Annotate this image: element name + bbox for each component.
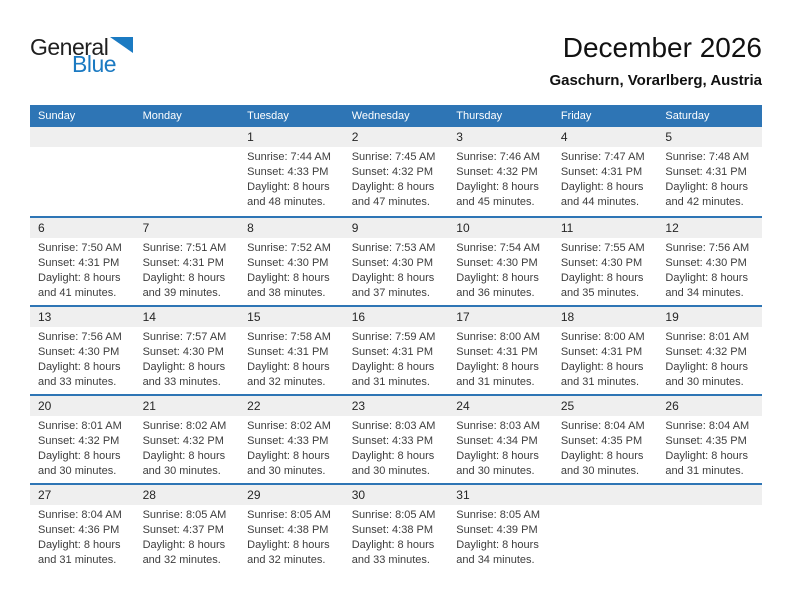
daylight-minutes-text: and 31 minutes. (351, 376, 430, 388)
daylight-hours-text: Daylight: 8 hours (456, 361, 539, 373)
logo-word-blue: Blue (72, 51, 117, 77)
page-title: December 2026 (562, 32, 762, 63)
day-details (448, 238, 553, 301)
sunrise-text: Sunrise: 7:53 AM (351, 242, 436, 254)
day-details (657, 505, 762, 508)
sunrise-text: Sunrise: 8:05 AM (456, 509, 541, 521)
sunrise-text: Sunrise: 7:46 AM (456, 151, 541, 163)
daylight-hours-text: Daylight: 8 hours (560, 450, 644, 462)
sunrise-text: Sunrise: 8:00 AM (560, 331, 645, 343)
day-number-band (239, 396, 344, 416)
daylight-hours-text: Daylight: 8 hours (351, 539, 435, 551)
day-details (553, 416, 658, 479)
sunrise-text: Sunrise: 8:02 AM (142, 420, 227, 432)
sunrise-text: Sunrise: 7:56 AM (38, 331, 122, 343)
sunset-text: Sunset: 4:31 PM (560, 346, 643, 358)
day-number: 24 (456, 399, 470, 413)
daylight-hours-text: Daylight: 8 hours (142, 361, 226, 373)
daylight-hours-text: Daylight: 8 hours (247, 539, 330, 551)
calendar-body (30, 127, 762, 572)
daylight-hours-text: Daylight: 8 hours (142, 539, 226, 551)
day-number-band (30, 127, 135, 147)
sunset-text: Sunset: 4:33 PM (351, 435, 434, 447)
weekday-header-sunday: Sunday (38, 110, 76, 122)
day-number: 4 (560, 130, 568, 144)
daylight-hours-text: Daylight: 8 hours (38, 361, 121, 373)
sunset-text: Sunset: 4:33 PM (247, 435, 329, 447)
day-details (553, 147, 658, 210)
sunrise-text: Sunrise: 8:01 AM (665, 331, 750, 343)
day-details (30, 147, 135, 150)
calendar-day-cell (448, 307, 553, 394)
daylight-hours-text: Daylight: 8 hours (351, 361, 435, 373)
day-number-band (657, 218, 762, 238)
day-number-band (344, 485, 449, 505)
day-details (135, 147, 240, 150)
day-details (239, 505, 344, 568)
calendar-day-cell (448, 127, 553, 216)
calendar-day-cell (239, 127, 344, 216)
calendar-day-cell (344, 218, 449, 305)
sunrise-text: Sunrise: 7:50 AM (38, 242, 122, 254)
daylight-minutes-text: and 31 minutes. (665, 465, 744, 477)
daylight-hours-text: Daylight: 8 hours (38, 450, 121, 462)
calendar-day-cell (135, 218, 240, 305)
daylight-hours-text: Daylight: 8 hours (247, 450, 330, 462)
day-details (239, 416, 344, 479)
sunrise-text: Sunrise: 7:45 AM (351, 151, 436, 163)
day-details (239, 147, 344, 210)
sunset-text: Sunset: 4:30 PM (351, 257, 434, 269)
calendar-day-cell (448, 485, 553, 572)
daylight-hours-text: Daylight: 8 hours (351, 272, 435, 284)
sunrise-text: Sunrise: 7:51 AM (142, 242, 227, 254)
day-number-band (344, 396, 449, 416)
day-number-band (239, 485, 344, 505)
day-number-band (448, 396, 553, 416)
calendar (30, 105, 762, 572)
sunrise-text: Sunrise: 7:59 AM (351, 331, 436, 343)
daylight-hours-text: Daylight: 8 hours (560, 272, 644, 284)
day-number-band (239, 218, 344, 238)
calendar-week-row (30, 216, 762, 305)
daylight-minutes-text: and 30 minutes. (247, 465, 326, 477)
day-number: 10 (456, 221, 470, 235)
day-number: 29 (247, 488, 261, 502)
calendar-day-cell (344, 307, 449, 394)
calendar-day-cell (448, 396, 553, 483)
sunrise-text: Sunrise: 8:02 AM (247, 420, 331, 432)
day-number: 23 (351, 399, 366, 413)
day-number-band (344, 218, 449, 238)
calendar-week-row (30, 127, 762, 216)
daylight-minutes-text: and 32 minutes. (247, 376, 326, 388)
day-number-band (135, 307, 240, 327)
weekday-header-row (30, 105, 762, 127)
sunset-text: Sunset: 4:31 PM (351, 346, 434, 358)
daylight-hours-text: Daylight: 8 hours (456, 272, 539, 284)
day-number: 2 (351, 130, 359, 144)
day-number: 21 (142, 399, 156, 413)
weekday-header-friday: Friday (560, 110, 592, 122)
day-number: 16 (351, 310, 366, 324)
day-number-band (657, 127, 762, 147)
day-number-band (30, 218, 135, 238)
sunset-text: Sunset: 4:32 PM (38, 435, 120, 447)
day-number: 8 (247, 221, 254, 235)
calendar-day-cell (135, 485, 240, 572)
day-number-band (553, 307, 658, 327)
sunrise-text: Sunrise: 8:04 AM (665, 420, 750, 432)
daylight-hours-text: Daylight: 8 hours (247, 272, 330, 284)
day-number: 27 (38, 488, 52, 502)
daylight-minutes-text: and 33 minutes. (142, 376, 221, 388)
calendar-day-cell (239, 307, 344, 394)
day-details (30, 416, 135, 479)
calendar-day-cell (553, 396, 658, 483)
sunset-text: Sunset: 4:32 PM (142, 435, 224, 447)
sunset-text: Sunset: 4:38 PM (247, 524, 329, 536)
day-number-band (239, 307, 344, 327)
day-details (344, 327, 449, 390)
daylight-minutes-text: and 30 minutes. (665, 376, 744, 388)
calendar-day-cell (135, 307, 240, 394)
day-number-band (344, 127, 449, 147)
sunrise-text: Sunrise: 8:04 AM (38, 509, 122, 521)
sunrise-text: Sunrise: 8:03 AM (456, 420, 541, 432)
page-subtitle: Gaschurn, Vorarlberg, Austria (549, 72, 762, 89)
day-details (239, 327, 344, 390)
daylight-minutes-text: and 42 minutes. (665, 196, 744, 208)
day-number-band (553, 127, 658, 147)
day-number: 25 (560, 399, 575, 413)
day-details (135, 238, 240, 301)
day-details (344, 238, 449, 301)
sunrise-text: Sunrise: 8:00 AM (456, 331, 541, 343)
calendar-day-cell (344, 127, 449, 216)
day-number-band (553, 218, 658, 238)
sunset-text: Sunset: 4:30 PM (665, 257, 747, 269)
daylight-hours-text: Daylight: 8 hours (665, 181, 748, 193)
day-number: 6 (38, 221, 45, 235)
daylight-minutes-text: and 34 minutes. (456, 554, 535, 566)
day-number-band (30, 485, 135, 505)
calendar-empty-cell (657, 485, 762, 572)
daylight-hours-text: Daylight: 8 hours (456, 450, 539, 462)
day-number-band (553, 396, 658, 416)
daylight-minutes-text: and 30 minutes. (456, 465, 535, 477)
daylight-hours-text: Daylight: 8 hours (560, 181, 644, 193)
daylight-minutes-text: and 32 minutes. (247, 554, 326, 566)
daylight-hours-text: Daylight: 8 hours (665, 450, 748, 462)
day-number: 1 (247, 130, 254, 144)
sunrise-text: Sunrise: 7:48 AM (665, 151, 750, 163)
day-number: 9 (351, 221, 359, 235)
day-details (657, 327, 762, 390)
calendar-day-cell (239, 485, 344, 572)
calendar-day-cell (553, 307, 658, 394)
sunrise-text: Sunrise: 7:47 AM (560, 151, 645, 163)
sunset-text: Sunset: 4:37 PM (142, 524, 224, 536)
sunrise-text: Sunrise: 8:01 AM (38, 420, 122, 432)
sunrise-text: Sunrise: 8:04 AM (560, 420, 645, 432)
title-block (549, 32, 762, 89)
daylight-hours-text: Daylight: 8 hours (247, 361, 330, 373)
day-number: 15 (247, 310, 261, 324)
sunrise-text: Sunrise: 8:05 AM (142, 509, 227, 521)
daylight-minutes-text: and 33 minutes. (38, 376, 117, 388)
calendar-day-cell (135, 396, 240, 483)
day-number-band (448, 218, 553, 238)
calendar-day-cell (30, 218, 135, 305)
day-number: 19 (665, 310, 679, 324)
calendar-day-cell (448, 218, 553, 305)
day-details (448, 327, 553, 390)
calendar-empty-cell (30, 127, 135, 216)
day-number-band (448, 127, 553, 147)
calendar-week-row (30, 305, 762, 394)
day-number: 26 (665, 399, 679, 413)
sunset-text: Sunset: 4:31 PM (142, 257, 224, 269)
weekday-header-wednesday: Wednesday (351, 110, 410, 122)
sunrise-text: Sunrise: 7:55 AM (560, 242, 645, 254)
daylight-minutes-text: and 30 minutes. (142, 465, 221, 477)
daylight-minutes-text: and 47 minutes. (351, 196, 430, 208)
calendar-day-cell (30, 485, 135, 572)
day-details (135, 505, 240, 568)
daylight-minutes-text: and 31 minutes. (38, 554, 117, 566)
daylight-hours-text: Daylight: 8 hours (351, 450, 435, 462)
sunset-text: Sunset: 4:38 PM (351, 524, 434, 536)
day-details (448, 416, 553, 479)
daylight-minutes-text: and 32 minutes. (142, 554, 221, 566)
day-number: 14 (142, 310, 156, 324)
daylight-minutes-text: and 34 minutes. (665, 287, 744, 299)
day-number: 3 (456, 130, 463, 144)
daylight-hours-text: Daylight: 8 hours (456, 181, 539, 193)
day-details (30, 238, 135, 301)
daylight-minutes-text: and 44 minutes. (560, 196, 640, 208)
calendar-day-cell (657, 307, 762, 394)
day-number-band (135, 127, 240, 147)
day-details (657, 147, 762, 210)
daylight-hours-text: Daylight: 8 hours (665, 361, 748, 373)
sunrise-text: Sunrise: 8:05 AM (247, 509, 331, 521)
daylight-minutes-text: and 48 minutes. (247, 196, 326, 208)
calendar-day-cell (657, 127, 762, 216)
daylight-minutes-text: and 31 minutes. (456, 376, 535, 388)
calendar-week-row (30, 394, 762, 483)
calendar-day-cell (657, 218, 762, 305)
day-details (30, 505, 135, 568)
daylight-hours-text: Daylight: 8 hours (665, 272, 748, 284)
day-number-band (448, 485, 553, 505)
day-number-band (448, 307, 553, 327)
day-number-band (30, 307, 135, 327)
sunrise-text: Sunrise: 7:54 AM (456, 242, 541, 254)
weekday-header-tuesday: Tuesday (247, 110, 289, 122)
calendar-day-cell (239, 218, 344, 305)
day-details (657, 416, 762, 479)
day-number: 28 (142, 488, 156, 502)
calendar-day-cell (30, 396, 135, 483)
daylight-hours-text: Daylight: 8 hours (560, 361, 644, 373)
calendar-day-cell (30, 307, 135, 394)
sunset-text: Sunset: 4:31 PM (560, 166, 643, 178)
day-number: 18 (560, 310, 575, 324)
day-details (30, 327, 135, 390)
calendar-day-cell (657, 396, 762, 483)
day-number: 22 (247, 399, 261, 413)
day-number-band (135, 485, 240, 505)
calendar-day-cell (553, 127, 658, 216)
daylight-minutes-text: and 31 minutes. (560, 376, 640, 388)
daylight-hours-text: Daylight: 8 hours (38, 272, 121, 284)
weekday-header-monday: Monday (142, 110, 182, 122)
sunrise-text: Sunrise: 8:05 AM (351, 509, 436, 521)
daylight-hours-text: Daylight: 8 hours (247, 181, 330, 193)
sunset-text: Sunset: 4:30 PM (560, 257, 643, 269)
daylight-minutes-text: and 30 minutes. (38, 465, 117, 477)
day-details (344, 505, 449, 568)
daylight-hours-text: Daylight: 8 hours (456, 539, 539, 551)
calendar-day-cell (344, 396, 449, 483)
sunrise-text: Sunrise: 7:44 AM (247, 151, 331, 163)
daylight-minutes-text: and 36 minutes. (456, 287, 535, 299)
day-details (344, 147, 449, 210)
daylight-hours-text: Daylight: 8 hours (142, 450, 226, 462)
day-number: 17 (456, 310, 470, 324)
sunrise-text: Sunrise: 7:58 AM (247, 331, 331, 343)
sunset-text: Sunset: 4:33 PM (247, 166, 329, 178)
daylight-minutes-text: and 38 minutes. (247, 287, 326, 299)
general-blue-logo (30, 36, 133, 76)
day-details (657, 238, 762, 301)
weekday-header-thursday: Thursday (456, 110, 503, 122)
day-number: 11 (560, 221, 574, 235)
day-number-band (657, 307, 762, 327)
sunset-text: Sunset: 4:36 PM (38, 524, 120, 536)
day-number-band (239, 127, 344, 147)
day-details (135, 416, 240, 479)
day-number-band (30, 396, 135, 416)
daylight-minutes-text: and 30 minutes. (560, 465, 640, 477)
sunrise-text: Sunrise: 7:56 AM (665, 242, 750, 254)
day-number-band (135, 218, 240, 238)
sunset-text: Sunset: 4:35 PM (665, 435, 747, 447)
daylight-minutes-text: and 45 minutes. (456, 196, 535, 208)
day-number: 31 (456, 488, 470, 502)
calendar-day-cell (344, 485, 449, 572)
logo-word-general: General (30, 34, 109, 60)
calendar-day-cell (239, 396, 344, 483)
daylight-minutes-text: and 37 minutes. (351, 287, 430, 299)
sunset-text: Sunset: 4:31 PM (665, 166, 747, 178)
day-details (239, 238, 344, 301)
daylight-minutes-text: and 30 minutes. (351, 465, 430, 477)
day-number-band (344, 307, 449, 327)
daylight-hours-text: Daylight: 8 hours (142, 272, 226, 284)
calendar-empty-cell (553, 485, 658, 572)
sunset-text: Sunset: 4:32 PM (351, 166, 434, 178)
day-number-band (657, 396, 762, 416)
day-details (448, 147, 553, 210)
calendar-day-cell (553, 218, 658, 305)
day-details (135, 327, 240, 390)
daylight-hours-text: Daylight: 8 hours (38, 539, 121, 551)
sunset-text: Sunset: 4:30 PM (456, 257, 538, 269)
day-number: 13 (38, 310, 52, 324)
sunrise-text: Sunrise: 7:57 AM (142, 331, 227, 343)
calendar-empty-cell (135, 127, 240, 216)
day-details (553, 327, 658, 390)
day-number: 5 (665, 130, 673, 144)
sunset-text: Sunset: 4:31 PM (38, 257, 120, 269)
daylight-hours-text: Daylight: 8 hours (351, 181, 435, 193)
sunset-text: Sunset: 4:31 PM (456, 346, 538, 358)
day-number: 7 (142, 221, 150, 235)
daylight-minutes-text: and 35 minutes. (560, 287, 640, 299)
day-details (448, 505, 553, 568)
day-number: 12 (665, 221, 679, 235)
daylight-minutes-text: and 33 minutes. (351, 554, 430, 566)
day-details (553, 505, 658, 508)
sunrise-text: Sunrise: 8:03 AM (351, 420, 436, 432)
sunset-text: Sunset: 4:30 PM (38, 346, 120, 358)
sunset-text: Sunset: 4:30 PM (247, 257, 329, 269)
weekday-header-saturday: Saturday (665, 110, 710, 122)
day-number: 30 (351, 488, 366, 502)
daylight-minutes-text: and 39 minutes. (142, 287, 221, 299)
page-header (0, 0, 792, 100)
sunset-text: Sunset: 4:35 PM (560, 435, 643, 447)
day-details (553, 238, 658, 301)
day-details (344, 416, 449, 479)
calendar-week-row (30, 483, 762, 572)
day-number-band (553, 485, 658, 505)
sunrise-text: Sunrise: 7:52 AM (247, 242, 331, 254)
day-number: 20 (38, 399, 52, 413)
sunset-text: Sunset: 4:34 PM (456, 435, 538, 447)
day-number-band (135, 396, 240, 416)
sunset-text: Sunset: 4:39 PM (456, 524, 538, 536)
sunset-text: Sunset: 4:31 PM (247, 346, 329, 358)
sunset-text: Sunset: 4:30 PM (142, 346, 224, 358)
day-number-band (657, 485, 762, 505)
daylight-minutes-text: and 41 minutes. (38, 287, 117, 299)
sunset-text: Sunset: 4:32 PM (456, 166, 538, 178)
sunset-text: Sunset: 4:32 PM (665, 346, 747, 358)
